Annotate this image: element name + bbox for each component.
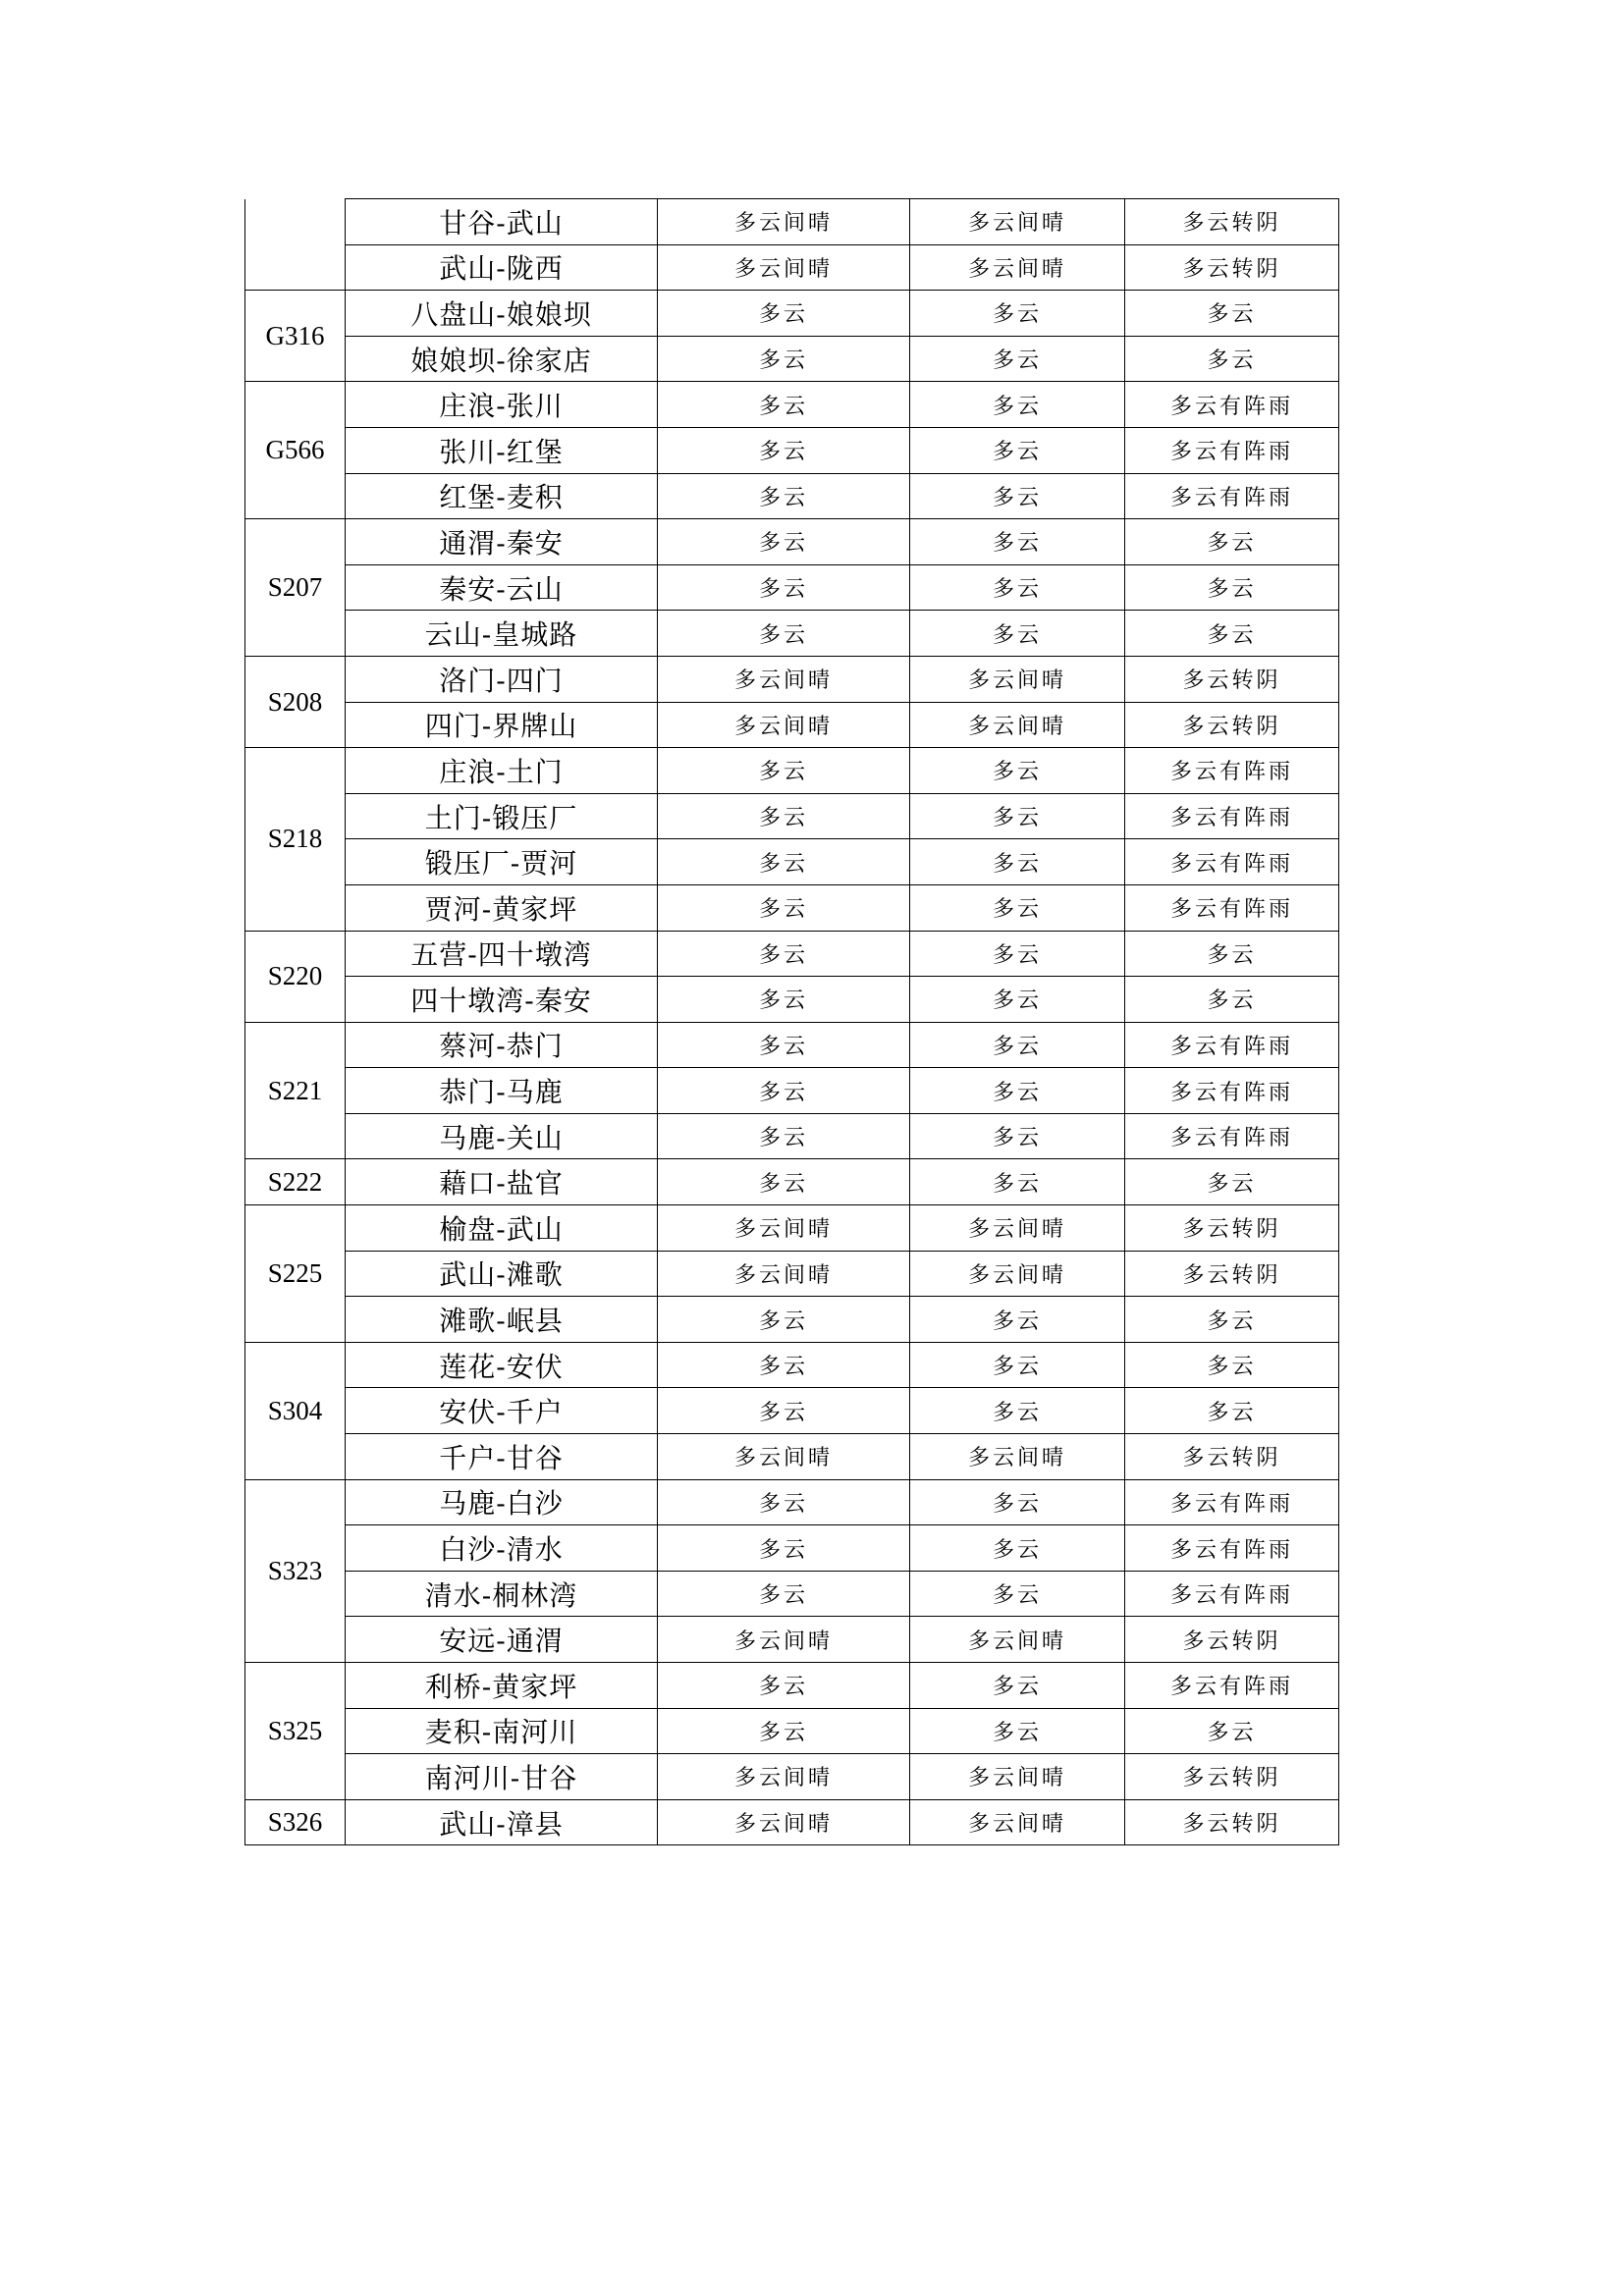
table-row — [245, 1571, 1339, 1617]
section-name-cell: 麦积-南河川 — [346, 1708, 658, 1754]
forecast-day3-cell: 多云有阵雨 — [1125, 1663, 1339, 1709]
section-name-cell: 武山-陇西 — [346, 244, 658, 291]
forecast-day1-cell: 多云 — [658, 793, 910, 839]
section-name-cell: 四十墩湾-秦安 — [346, 977, 658, 1023]
forecast-day3-cell: 多云转阴 — [1125, 1251, 1339, 1297]
forecast-day1-cell: 多云 — [658, 1525, 910, 1572]
section-name-cell: 滩歌-岷县 — [346, 1297, 658, 1343]
forecast-day3-cell: 多云 — [1125, 1159, 1339, 1205]
table-row — [245, 1159, 1339, 1205]
forecast-day1-cell: 多云 — [658, 336, 910, 382]
section-name-cell: 娘娘坝-徐家店 — [346, 336, 658, 382]
table-row — [245, 884, 1339, 931]
forecast-day3-cell: 多云 — [1125, 336, 1339, 382]
table-row — [245, 1617, 1339, 1663]
forecast-day3-cell: 多云转阴 — [1125, 1754, 1339, 1800]
section-name-cell: 甘谷-武山 — [346, 199, 658, 245]
forecast-day2-cell: 多云 — [910, 1068, 1125, 1114]
forecast-day3-cell: 多云有阵雨 — [1125, 839, 1339, 885]
road-code-cell: S304 — [245, 1342, 346, 1479]
table-row — [245, 1799, 1339, 1845]
forecast-day1-cell: 多云 — [658, 1297, 910, 1343]
table-row — [245, 1663, 1339, 1709]
forecast-day2-cell: 多云间晴 — [910, 1799, 1125, 1845]
forecast-day1-cell: 多云 — [658, 1113, 910, 1159]
forecast-day3-cell: 多云 — [1125, 291, 1339, 337]
section-name-cell: 洛门-四门 — [346, 656, 658, 702]
road-code-cell: G316 — [245, 291, 346, 382]
table-row — [245, 1022, 1339, 1068]
forecast-day1-cell: 多云间晴 — [658, 244, 910, 291]
forecast-day2-cell: 多云 — [910, 1708, 1125, 1754]
table-row — [245, 1434, 1339, 1480]
forecast-day1-cell: 多云 — [658, 1159, 910, 1205]
forecast-day2-cell: 多云 — [910, 1663, 1125, 1709]
forecast-day1-cell: 多云 — [658, 1068, 910, 1114]
table-body — [245, 199, 1339, 1845]
forecast-day3-cell: 多云有阵雨 — [1125, 1479, 1339, 1525]
forecast-day2-cell: 多云 — [910, 1342, 1125, 1388]
forecast-day3-cell: 多云转阴 — [1125, 702, 1339, 748]
table-row — [245, 1754, 1339, 1800]
forecast-day1-cell: 多云 — [658, 564, 910, 611]
section-name-cell: 千户-甘谷 — [346, 1434, 658, 1480]
forecast-day3-cell: 多云 — [1125, 1297, 1339, 1343]
road-code-cell: S225 — [245, 1205, 346, 1343]
road-code-cell: S208 — [245, 656, 346, 747]
forecast-day2-cell: 多云间晴 — [910, 702, 1125, 748]
forecast-day1-cell: 多云 — [658, 473, 910, 519]
table-row — [245, 336, 1339, 382]
forecast-day1-cell: 多云 — [658, 1388, 910, 1434]
forecast-day1-cell: 多云 — [658, 427, 910, 473]
table-row — [245, 1388, 1339, 1434]
forecast-day2-cell: 多云 — [910, 1571, 1125, 1617]
forecast-day3-cell: 多云转阴 — [1125, 199, 1339, 245]
section-name-cell: 红堡-麦积 — [346, 473, 658, 519]
forecast-day1-cell: 多云 — [658, 839, 910, 885]
forecast-day2-cell: 多云 — [910, 793, 1125, 839]
table-row — [245, 564, 1339, 611]
forecast-day3-cell: 多云 — [1125, 1342, 1339, 1388]
forecast-day1-cell: 多云 — [658, 748, 910, 794]
table-row — [245, 1708, 1339, 1754]
section-name-cell: 安远-通渭 — [346, 1617, 658, 1663]
forecast-day2-cell: 多云间晴 — [910, 1434, 1125, 1480]
section-name-cell: 马鹿-白沙 — [346, 1479, 658, 1525]
forecast-day2-cell: 多云间晴 — [910, 1754, 1125, 1800]
forecast-day1-cell: 多云间晴 — [658, 1251, 910, 1297]
forecast-day3-cell: 多云 — [1125, 564, 1339, 611]
forecast-day3-cell: 多云转阴 — [1125, 244, 1339, 291]
section-name-cell: 安伏-千户 — [346, 1388, 658, 1434]
forecast-day2-cell: 多云 — [910, 1479, 1125, 1525]
forecast-day2-cell: 多云 — [910, 382, 1125, 428]
forecast-day2-cell: 多云 — [910, 1159, 1125, 1205]
forecast-day1-cell: 多云间晴 — [658, 1434, 910, 1480]
forecast-day3-cell: 多云有阵雨 — [1125, 382, 1339, 428]
forecast-day2-cell: 多云 — [910, 291, 1125, 337]
section-name-cell: 榆盘-武山 — [346, 1205, 658, 1252]
forecast-day2-cell: 多云 — [910, 1388, 1125, 1434]
table-row — [245, 977, 1339, 1023]
table-row — [245, 748, 1339, 794]
section-name-cell: 莲花-安伏 — [346, 1342, 658, 1388]
table-row — [245, 519, 1339, 565]
table-row — [245, 1525, 1339, 1572]
forecast-day3-cell: 多云 — [1125, 1388, 1339, 1434]
forecast-day3-cell: 多云有阵雨 — [1125, 1068, 1339, 1114]
forecast-day3-cell: 多云有阵雨 — [1125, 793, 1339, 839]
table-row — [245, 427, 1339, 473]
section-name-cell: 武山-漳县 — [346, 1799, 658, 1845]
section-name-cell: 通渭-秦安 — [346, 519, 658, 565]
forecast-day1-cell: 多云间晴 — [658, 702, 910, 748]
section-name-cell: 四门-界牌山 — [346, 702, 658, 748]
section-name-cell: 庄浪-土门 — [346, 748, 658, 794]
road-code-cell: S326 — [245, 1799, 346, 1845]
forecast-day3-cell: 多云有阵雨 — [1125, 1571, 1339, 1617]
table-row — [245, 1342, 1339, 1388]
table-row — [245, 382, 1339, 428]
forecast-day2-cell: 多云 — [910, 611, 1125, 657]
table-row — [245, 656, 1339, 702]
table-row — [245, 244, 1339, 291]
section-name-cell: 藉口-盐官 — [346, 1159, 658, 1205]
forecast-day3-cell: 多云有阵雨 — [1125, 884, 1339, 931]
forecast-day3-cell: 多云 — [1125, 977, 1339, 1023]
forecast-day1-cell: 多云 — [658, 1479, 910, 1525]
table-row — [245, 931, 1339, 977]
forecast-day1-cell: 多云 — [658, 291, 910, 337]
forecast-day2-cell: 多云 — [910, 519, 1125, 565]
section-name-cell: 贾河-黄家坪 — [346, 884, 658, 931]
forecast-day2-cell: 多云间晴 — [910, 656, 1125, 702]
forecast-day2-cell: 多云 — [910, 564, 1125, 611]
forecast-day1-cell: 多云 — [658, 382, 910, 428]
forecast-day1-cell: 多云 — [658, 611, 910, 657]
section-name-cell: 利桥-黄家坪 — [346, 1663, 658, 1709]
forecast-day2-cell: 多云间晴 — [910, 1251, 1125, 1297]
section-name-cell: 土门-锻压厂 — [346, 793, 658, 839]
forecast-day3-cell: 多云有阵雨 — [1125, 748, 1339, 794]
forecast-day2-cell: 多云 — [910, 1022, 1125, 1068]
forecast-day2-cell: 多云 — [910, 748, 1125, 794]
road-code-cell: G566 — [245, 382, 346, 519]
forecast-day2-cell: 多云 — [910, 931, 1125, 977]
road-code-cell — [245, 199, 346, 291]
forecast-day3-cell: 多云 — [1125, 611, 1339, 657]
road-code-cell: S218 — [245, 748, 346, 931]
forecast-day1-cell: 多云间晴 — [658, 1617, 910, 1663]
forecast-day2-cell: 多云 — [910, 473, 1125, 519]
road-code-cell: S220 — [245, 931, 346, 1022]
forecast-day3-cell: 多云转阴 — [1125, 1799, 1339, 1845]
forecast-day3-cell: 多云转阴 — [1125, 1434, 1339, 1480]
table-row — [245, 839, 1339, 885]
section-name-cell: 八盘山-娘娘坝 — [346, 291, 658, 337]
section-name-cell: 庄浪-张川 — [346, 382, 658, 428]
table-row — [245, 473, 1339, 519]
forecast-day1-cell: 多云间晴 — [658, 1205, 910, 1252]
section-name-cell: 锻压厂-贾河 — [346, 839, 658, 885]
table-row — [245, 1068, 1339, 1114]
section-name-cell: 五营-四十墩湾 — [346, 931, 658, 977]
road-code-cell: S221 — [245, 1022, 346, 1159]
forecast-day1-cell: 多云 — [658, 1708, 910, 1754]
forecast-day1-cell: 多云间晴 — [658, 1799, 910, 1845]
forecast-day2-cell: 多云 — [910, 1297, 1125, 1343]
forecast-day2-cell: 多云 — [910, 839, 1125, 885]
forecast-day3-cell: 多云有阵雨 — [1125, 1525, 1339, 1572]
section-name-cell: 白沙-清水 — [346, 1525, 658, 1572]
section-name-cell: 蔡河-恭门 — [346, 1022, 658, 1068]
forecast-day2-cell: 多云 — [910, 427, 1125, 473]
forecast-day3-cell: 多云有阵雨 — [1125, 1022, 1339, 1068]
road-code-cell: S222 — [245, 1159, 346, 1205]
forecast-day2-cell: 多云间晴 — [910, 244, 1125, 291]
section-name-cell: 秦安-云山 — [346, 564, 658, 611]
road-code-cell: S207 — [245, 519, 346, 657]
forecast-day3-cell: 多云有阵雨 — [1125, 427, 1339, 473]
forecast-day1-cell: 多云间晴 — [658, 656, 910, 702]
table-row — [245, 1205, 1339, 1252]
forecast-day1-cell: 多云 — [658, 519, 910, 565]
section-name-cell: 恭门-马鹿 — [346, 1068, 658, 1114]
forecast-day1-cell: 多云 — [658, 1022, 910, 1068]
table-row — [245, 291, 1339, 337]
forecast-day2-cell: 多云 — [910, 884, 1125, 931]
road-code-cell: S323 — [245, 1479, 346, 1662]
forecast-day2-cell: 多云 — [910, 1525, 1125, 1572]
forecast-day1-cell: 多云间晴 — [658, 1754, 910, 1800]
table-row — [245, 199, 1339, 245]
table-row — [245, 793, 1339, 839]
road-weather-table — [244, 198, 1339, 1845]
forecast-day2-cell: 多云 — [910, 977, 1125, 1023]
section-name-cell: 马鹿-关山 — [346, 1113, 658, 1159]
forecast-day2-cell: 多云 — [910, 336, 1125, 382]
forecast-day1-cell: 多云 — [658, 1571, 910, 1617]
section-name-cell: 南河川-甘谷 — [346, 1754, 658, 1800]
section-name-cell: 张川-红堡 — [346, 427, 658, 473]
table-row — [245, 1113, 1339, 1159]
table-row — [245, 1297, 1339, 1343]
forecast-day3-cell: 多云转阴 — [1125, 1617, 1339, 1663]
table-row — [245, 1251, 1339, 1297]
forecast-day1-cell: 多云 — [658, 1663, 910, 1709]
forecast-day2-cell: 多云间晴 — [910, 199, 1125, 245]
section-name-cell: 清水-桐林湾 — [346, 1571, 658, 1617]
forecast-day1-cell: 多云 — [658, 1342, 910, 1388]
table-row — [245, 611, 1339, 657]
road-code-cell: S325 — [245, 1663, 346, 1800]
forecast-day2-cell: 多云间晴 — [910, 1205, 1125, 1252]
section-name-cell: 武山-滩歌 — [346, 1251, 658, 1297]
forecast-day3-cell: 多云 — [1125, 1708, 1339, 1754]
table-row — [245, 1479, 1339, 1525]
forecast-day1-cell: 多云间晴 — [658, 199, 910, 245]
forecast-day1-cell: 多云 — [658, 931, 910, 977]
forecast-day3-cell: 多云 — [1125, 519, 1339, 565]
forecast-day3-cell: 多云转阴 — [1125, 1205, 1339, 1252]
forecast-day3-cell: 多云转阴 — [1125, 656, 1339, 702]
forecast-day2-cell: 多云 — [910, 1113, 1125, 1159]
section-name-cell: 云山-皇城路 — [346, 611, 658, 657]
forecast-day1-cell: 多云 — [658, 977, 910, 1023]
forecast-day3-cell: 多云有阵雨 — [1125, 473, 1339, 519]
forecast-day2-cell: 多云间晴 — [910, 1617, 1125, 1663]
forecast-day3-cell: 多云有阵雨 — [1125, 1113, 1339, 1159]
forecast-day3-cell: 多云 — [1125, 931, 1339, 977]
forecast-day1-cell: 多云 — [658, 884, 910, 931]
table-row — [245, 702, 1339, 748]
